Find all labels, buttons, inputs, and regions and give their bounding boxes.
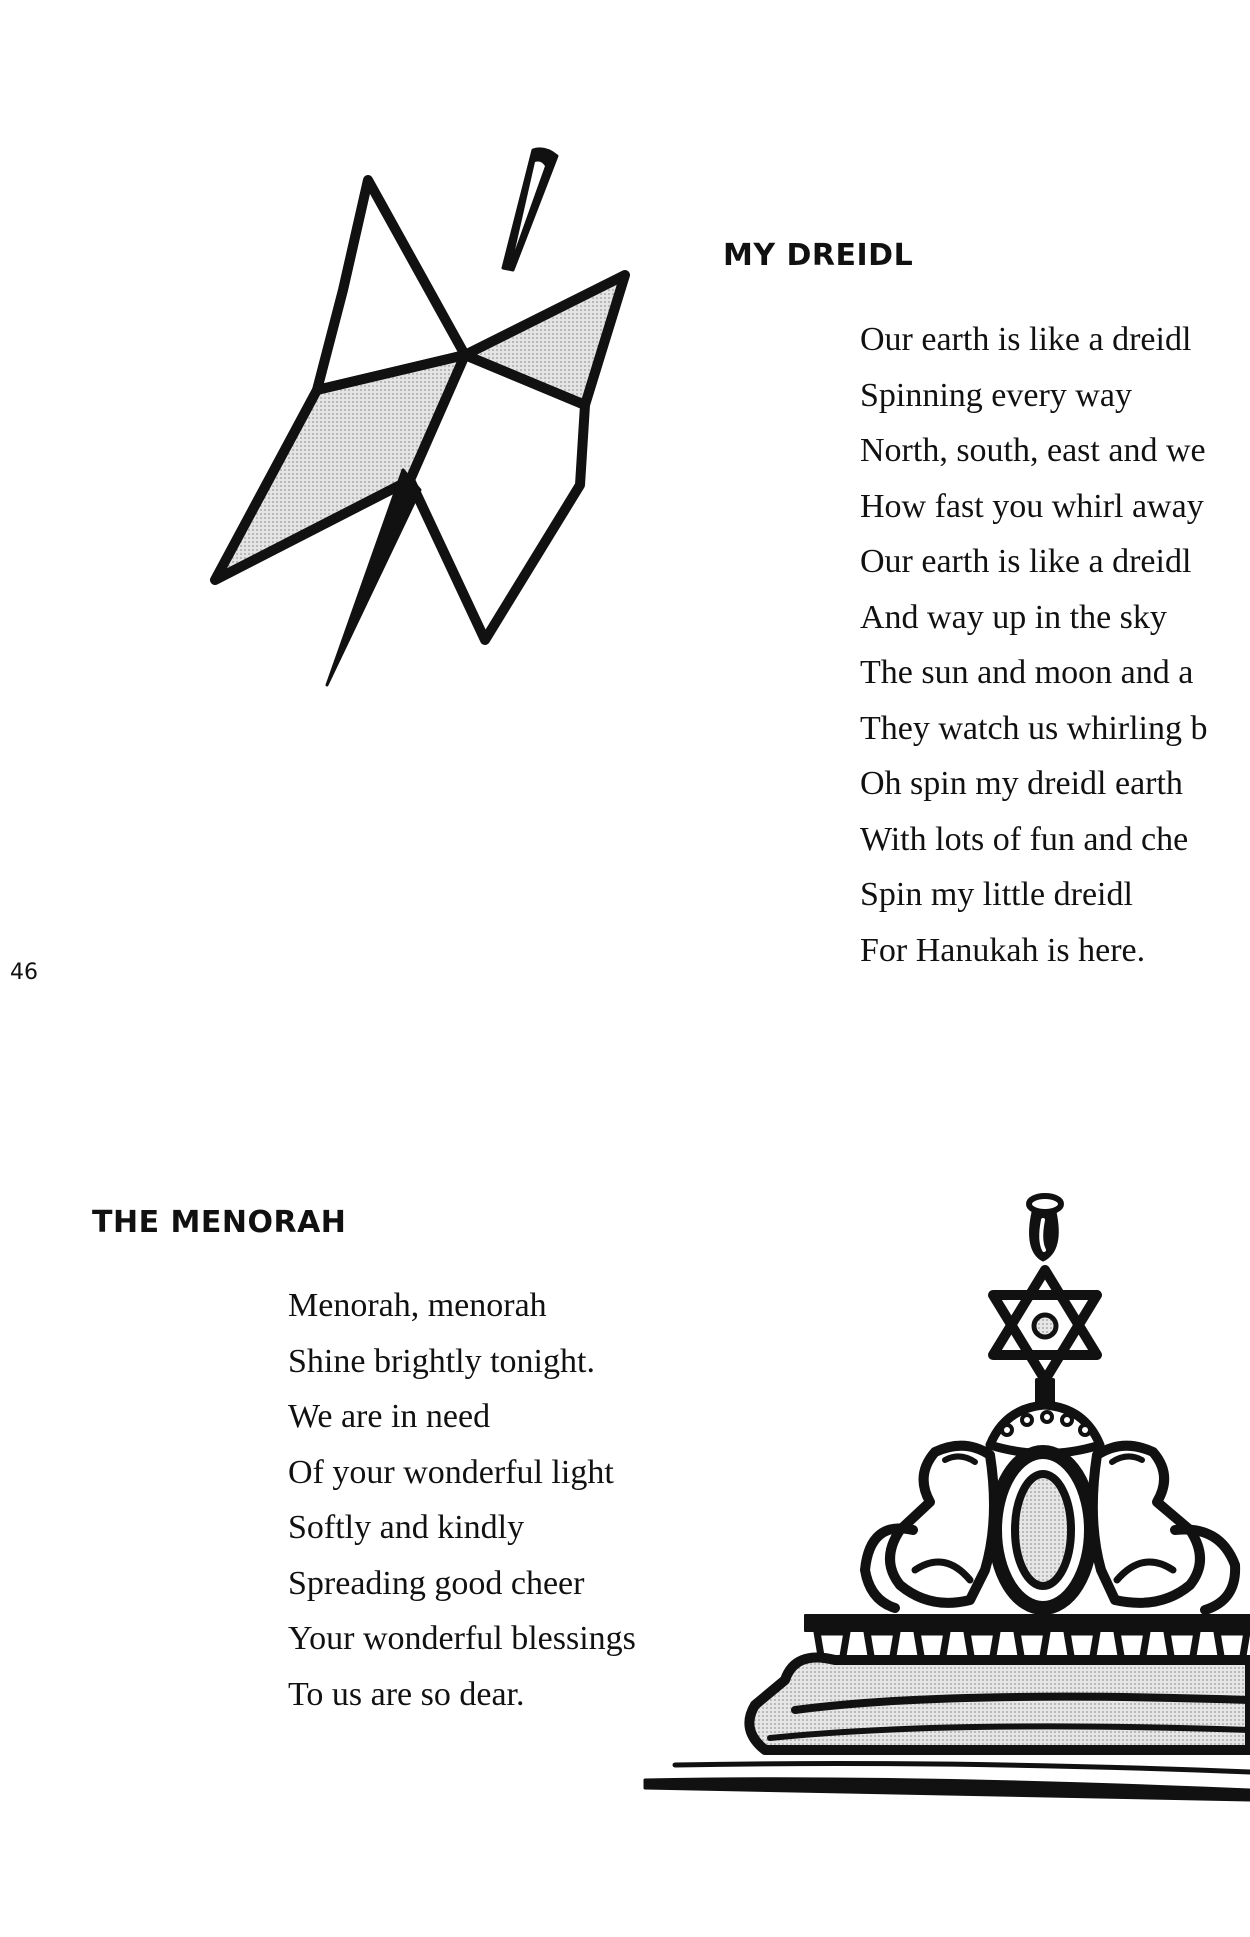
- dreidl-title: MY DREIDL: [723, 238, 914, 273]
- poem-line: They watch us whirling b: [860, 709, 1208, 747]
- poem-line: Your wonderful blessings: [288, 1620, 636, 1657]
- poem-line: North, south, east and we: [860, 432, 1206, 469]
- poem-line: Oh spin my dreidl earth: [860, 765, 1183, 802]
- dreidl-illustration: [215, 140, 645, 685]
- menorah-illustration: [645, 1190, 1250, 1810]
- menorah-title: THE MENORAH: [92, 1205, 347, 1240]
- poem-line: We are in need: [288, 1398, 491, 1435]
- poem-line: For Hanukah is here.: [860, 931, 1146, 969]
- poem-line: Spin my little dreidl: [860, 876, 1133, 913]
- menorah-poem: [288, 1278, 636, 1722]
- poem-line: Our earth is like a dreidl: [860, 321, 1192, 358]
- poem-line: Spreading good cheer: [288, 1564, 585, 1602]
- poem-line: Spinning every way: [860, 376, 1132, 414]
- poem-line: To us are so dear.: [288, 1675, 525, 1713]
- poem-line: Menorah, menorah: [288, 1287, 547, 1324]
- dreidl-poem: [860, 312, 1208, 978]
- poem-line: The sun and moon and a: [860, 654, 1194, 691]
- page-number: 46: [10, 960, 38, 985]
- poem-line: Softly and kindly: [288, 1509, 525, 1546]
- poem-line: With lots of fun and che: [860, 820, 1189, 858]
- poem-line: Our earth is like a dreidl: [860, 543, 1192, 580]
- poem-line: Shine brightly tonight.: [288, 1342, 595, 1380]
- poem-line: And way up in the sky: [860, 598, 1167, 636]
- poem-line: Of your wonderful light: [288, 1453, 614, 1491]
- poem-line: How fast you whirl away: [860, 487, 1204, 525]
